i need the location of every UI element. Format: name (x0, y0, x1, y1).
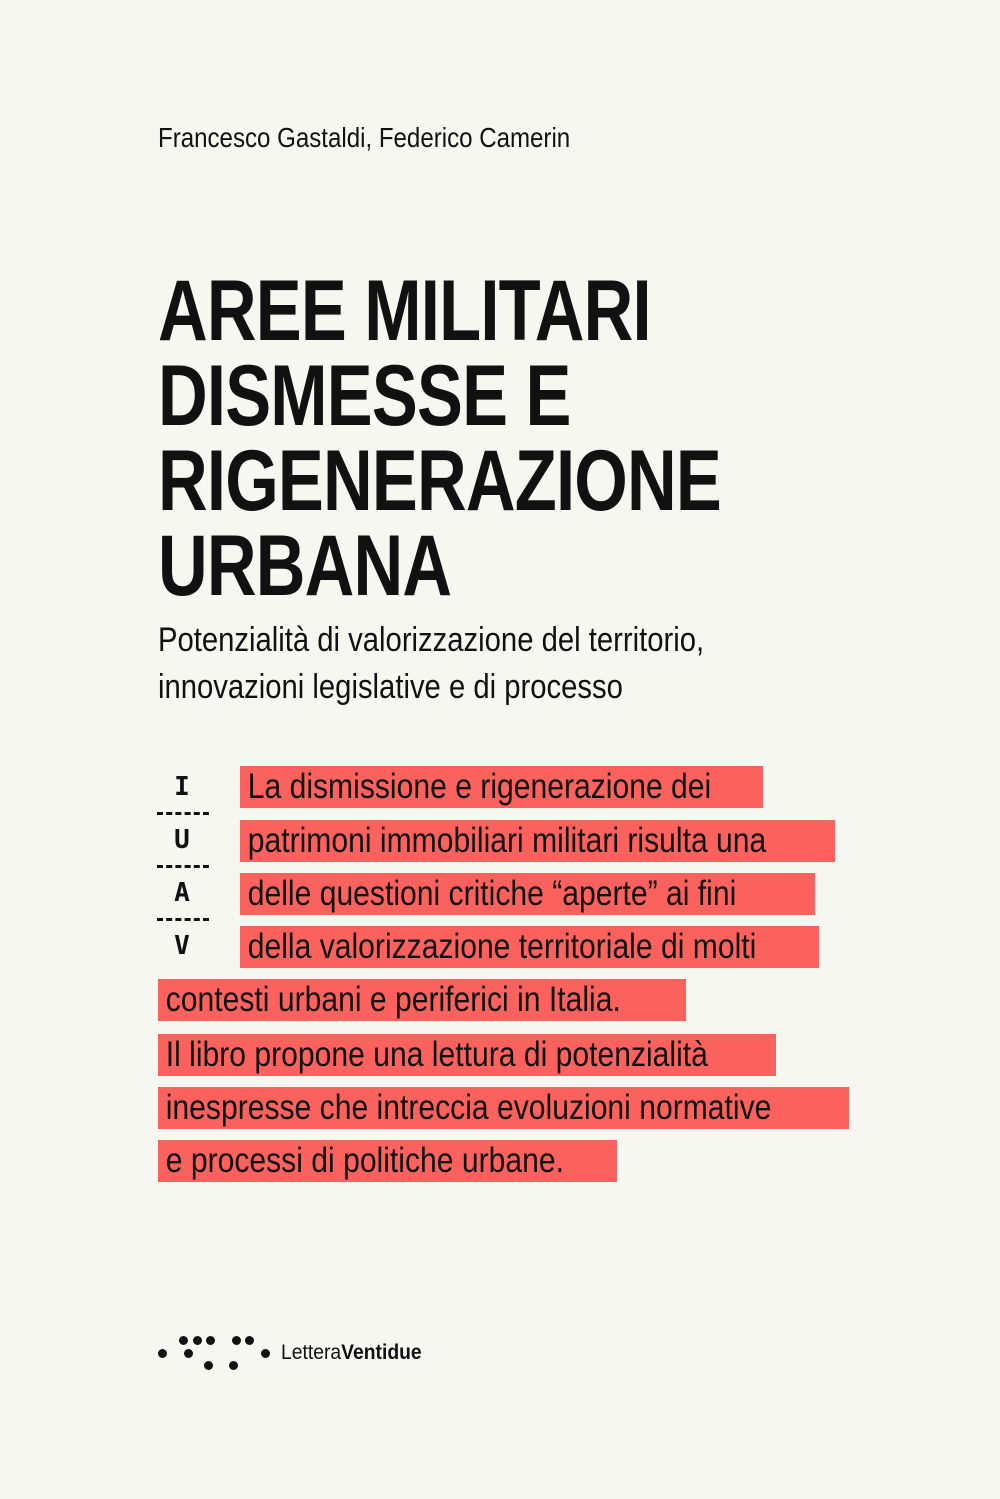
title-line-3: RIGENERAZIONE (158, 433, 721, 529)
authors: Francesco Gastaldi, Federico Camerin (158, 122, 571, 153)
subtitle-line-1: Potenzialità di valorizzazione del territorio, (158, 621, 705, 659)
title-line-2: DISMESSE E (158, 348, 571, 444)
blurb-line: delle questioni critiche “aperte” ai fini (240, 873, 815, 915)
subtitle-line-2: innovazioni legislative e di processo (158, 668, 623, 706)
blurb-line: Il libro propone una lettura di potenzialità (158, 1034, 776, 1076)
blurb-line: inespresse che intreccia evoluzioni normative (158, 1087, 849, 1129)
divider (157, 812, 209, 815)
blurb-line: patrimoni immobiliari militari risulta una (240, 820, 835, 862)
publisher-logo: LetteraVentidue (281, 1341, 422, 1364)
title-line-4: URBANA (158, 518, 452, 614)
series-letter-i: I (174, 772, 190, 802)
divider (157, 865, 209, 868)
blurb-line: contesti urbani e periferici in Italia. (158, 979, 686, 1021)
blurb-line: e processi di politiche urbane. (158, 1140, 617, 1182)
blurb-line: La dismissione e rigenerazione dei (240, 766, 763, 808)
series-letter-v: V (174, 931, 190, 961)
series-letter-a: A (174, 878, 190, 908)
title-line-1: AREE MILITARI (158, 263, 651, 359)
divider (157, 918, 209, 921)
series-letter-u: U (174, 825, 190, 855)
blurb-line: della valorizzazione territoriale di molti (240, 926, 819, 968)
